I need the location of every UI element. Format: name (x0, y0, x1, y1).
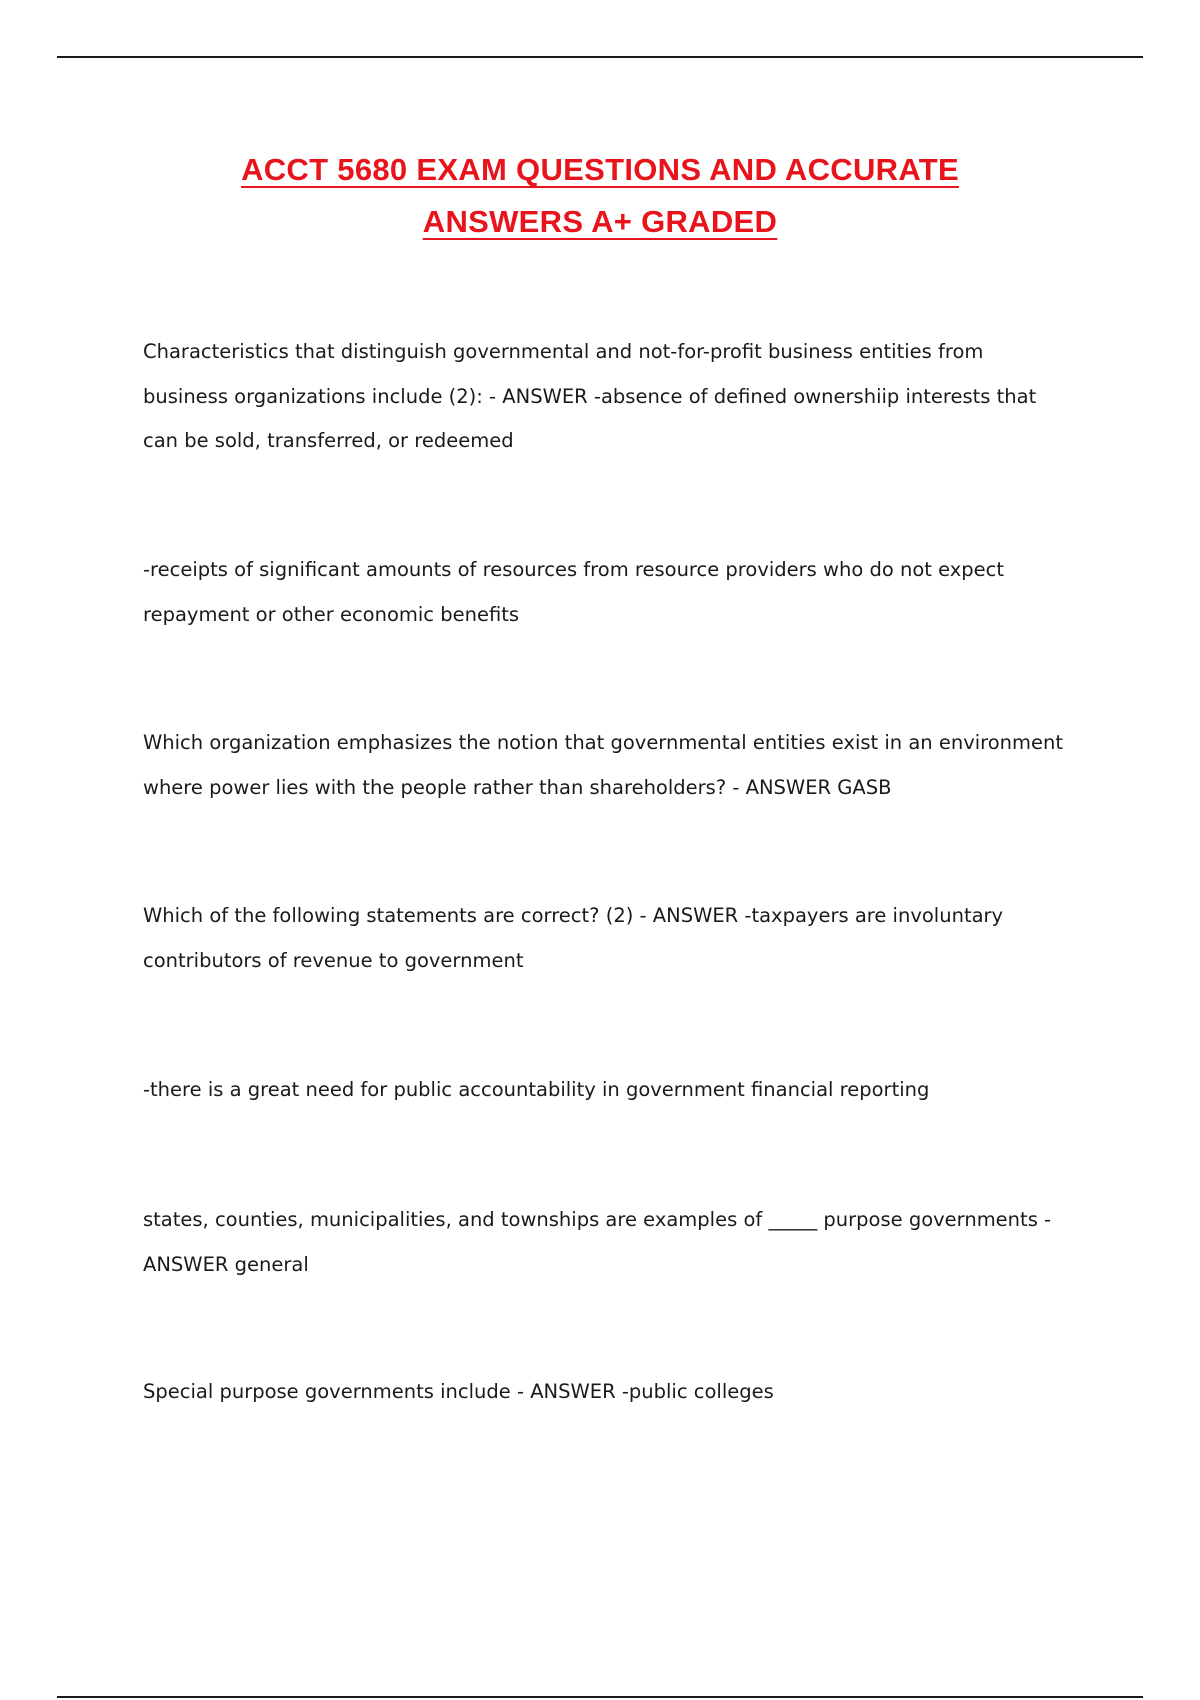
title-line-2: ANSWERS A+ GRADED (422, 204, 778, 239)
text-line: -there is a great need for public accountability in government financial reporting (143, 1078, 930, 1101)
text-line: Characteristics that distinguish governmental and not-for-profit business entities from (143, 340, 984, 363)
paragraph-statements (143, 894, 1103, 983)
text-line: Which organization emphasizes the notion that governmental entities exist in an environment (143, 731, 1064, 754)
text-line: can be sold, transferred, or redeemed (143, 429, 514, 452)
bottom-rule (57, 1696, 1143, 1698)
paragraph-accountability (143, 1068, 1103, 1113)
paragraph-general-purpose (143, 1198, 1103, 1287)
text-line: Which of the following statements are correct? (2) - ANSWER -taxpayers are involuntary (143, 904, 1004, 927)
text-line: repayment or other economic benefits (143, 602, 520, 626)
text-line: where power lies with the people rather than shareholders? - ANSWER GASB (143, 775, 892, 799)
text-line: -receipts of significant amounts of resources from resource providers who do not expect (143, 558, 1005, 581)
document-title (120, 144, 1080, 248)
top-rule (57, 56, 1143, 58)
paragraph-gasb (143, 721, 1103, 810)
text-line: states, counties, municipalities, and townships are examples of _____ purpose governments - (143, 1208, 1052, 1231)
paragraph-characteristics (143, 330, 1103, 464)
text-line: ANSWER general (143, 1252, 309, 1276)
text-line: contributors of revenue to government (143, 948, 524, 972)
text-line: Special purpose governments include - ANSWER -public colleges (143, 1380, 774, 1403)
paragraph-receipts (143, 548, 1103, 637)
text-line: business organizations include (2): - ANSWER -absence of defined ownershiip interests that (143, 384, 1037, 408)
paragraph-special-purpose (143, 1370, 1103, 1415)
title-line-1: ACCT 5680 EXAM QUESTIONS AND ACCURATE (241, 152, 959, 187)
